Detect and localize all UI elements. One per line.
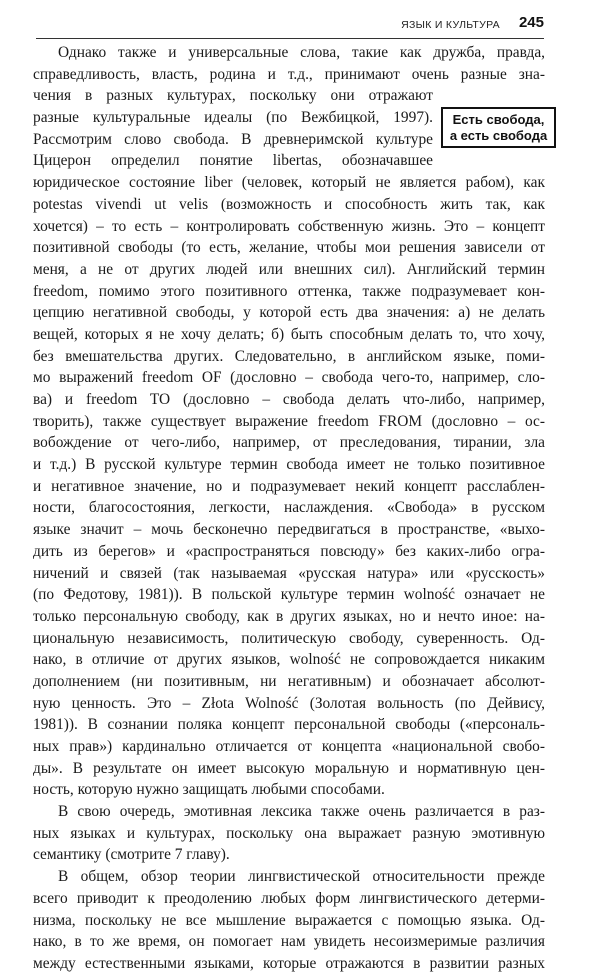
text-line: циональную независимость, политическую свободу, суверенность. Од-: [33, 629, 545, 647]
text-line: творить), также существует выражение freedom FROM (дословно – ос-: [33, 412, 545, 430]
text-line: ничений и связей (так называемая «русская натура» или «русскость»: [33, 564, 545, 582]
text-line: юридическое состояние liber (человек, который не является рабом), как: [33, 174, 545, 192]
text-line: всего приводит к преодолению любых форм лингвистического детерми-: [33, 889, 545, 907]
text-line: (по Федотову, 1981)). В польской культуре термин wolność означает не: [33, 586, 545, 604]
text-line: разные культуральные идеалы (по Вежбицкой, 1997).: [33, 109, 433, 127]
text-line: Рассмотрим слово свобода. В древнеримской культуре: [33, 130, 433, 148]
text-line: ды». В результате он имеет высокую моральную и нормативную цен-: [33, 759, 545, 777]
text-line: нако, в то же время, он помогает нам увидеть несоизмеримые различия: [33, 933, 545, 951]
text-line: дополнением (ни позитивным, ни негативным) и обозначает абсолют-: [33, 672, 545, 690]
text-line: только персональную свободу, как в других языках, но и нечто иное: на-: [33, 607, 545, 625]
text-line: ность, которую нужно защищать любыми способами.: [33, 781, 385, 799]
text-line: ных прав») кардинально отличается от концепта «национальной свобо-: [33, 738, 545, 755]
text-line: дить из берегов» и «распространяться повсюду» без каких-либо огра-: [33, 542, 545, 560]
page-number: 245: [518, 14, 544, 31]
text-line: мо выражений freedom OF (дословно – свобода чего-то, например, сло-: [33, 369, 545, 387]
text-line: и негативное значение, но и подразумевает некий концепт расслаблен-: [33, 477, 545, 495]
text-line: ности, благосостояния, легкости, наслаждения. «Свобода» в русском: [33, 499, 545, 517]
text-line: позитивной свободы (то есть, желание, чтобы мои решения зависели от: [33, 239, 545, 257]
text-line: potestas vivendi ut velis (возможность и способность жить так, как: [33, 195, 545, 213]
margin-note-line: Есть свобода,: [452, 111, 545, 127]
text-line: низма, поскольку не все мышление выражается с помощью языка. Од-: [33, 911, 545, 929]
text-line: хочется) – то есть – контролировать собственную жизнь. Это – концепт: [33, 217, 545, 235]
text-line: ва) и freedom TO (дословно – свобода делать что-либо, например,: [33, 391, 545, 408]
text-line: 1981)). В сознании поляка концепт персональной свободы («персональ-: [33, 716, 545, 734]
running-title: ЯЗЫК И КУЛЬТУРА: [401, 19, 500, 31]
text-line: Цицерон определил понятие libertas, обозначавшее: [33, 152, 433, 170]
margin-note-line: а есть свобода: [449, 127, 548, 143]
text-line: меня, а не от других людей или внешних сил). Английский термин: [33, 260, 545, 278]
text-line: ных языках и культурах, поскольку она выражает разную эмотивную: [33, 824, 545, 842]
text-line: ную ценность. Это – Złota Wolność (Золотая вольность (по Дейвису,: [33, 694, 545, 712]
text-line: В общем, обзор теории лингвистической относительности прежде: [58, 868, 545, 886]
text-line: семантику (смотрите 7 главу).: [33, 846, 230, 864]
main-text: [33, 42, 548, 975]
text-line: Однако также и универсальные слова, такие как дружба, правда,: [58, 44, 545, 61]
text-line: чения в разных культурах, поскольку они отражают: [33, 87, 433, 105]
text-line: вещей, которых я не хочу делать; б) быть способным делать то, что хочу,: [33, 325, 545, 343]
text-line: между естественными языками, которые отражаются в развитии разных: [33, 954, 545, 972]
text-line: без вмешательства других. Следовательно, в английском языке, поми-: [33, 347, 545, 365]
text-line: нако, в отличие от других языков, wolność не сопровождается никаким: [33, 651, 545, 669]
text-line: freedom, помимо этого позитивного оттенка, также подразумевает кон-: [33, 282, 545, 300]
text-line: цепцию негативной свободы, у которой есть два значения: а) не делать: [33, 304, 545, 322]
text-line: языке значит – мочь бесконечно передвигаться в пространстве, «выхо-: [33, 521, 545, 539]
text-line: справедливость, власть, родина и т.д., принимают очень разные зна-: [33, 65, 545, 83]
running-head: [36, 12, 544, 39]
text-line: вобождение от чего-либо, например, от преследования, тирании, зла: [33, 434, 545, 452]
text-line: и т.д.) В русской культуре термин свобода имеет не только позитивное: [33, 456, 545, 474]
text-line: В свою очередь, эмотивная лексика также очень различается в раз-: [58, 803, 545, 821]
